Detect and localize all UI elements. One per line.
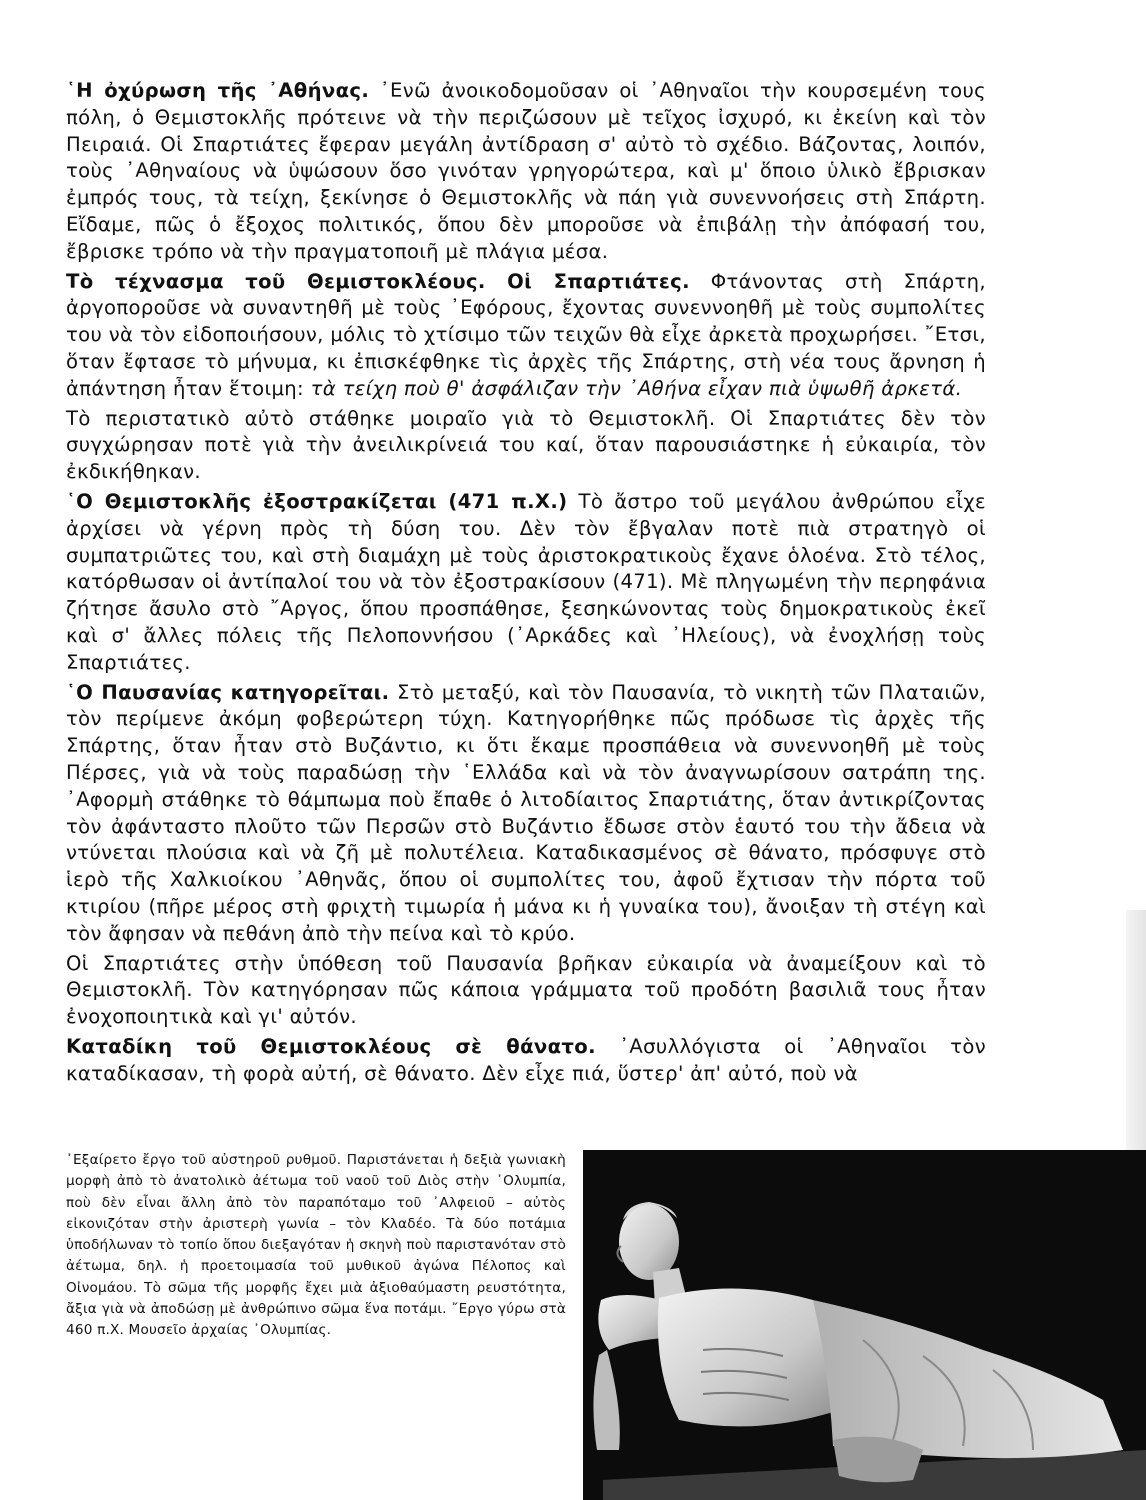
section-heading: ῾Η ὀχύρωση τῆς ᾿Αθήνας.: [66, 79, 370, 102]
figure-caption: ᾿Εξαίρετο ἔργο τοῦ αὐστηροῦ ρυθμοῦ. Παριστάνεται ἡ δεξιὰ γωνιακὴ μορφὴ ἀπὸ τὸ ἀνατολικὸ ἀέτωμα τοῦ ναοῦ τοῦ Διὸς στὴν ᾿Ολυμπία, ποὺ δὲν εἶναι ἄλλη ἀπὸ τὸν παραπόταμο τοῦ ᾿Αλφειοῦ – αὐτὸς εἰκονιζόταν στὴν ἀριστερὴ γωνία – τὸν Κλαδέο. Τὰ δύο ποτάμια ὑποδήλωναν τὸ τοπίο ὅπου διεξαγόταν ἡ σκηνὴ ποὺ παριστανόταν στὸ ἀέτωμα, δηλ. ἡ προετοιμασία τοῦ μυθικοῦ ἀγώνα Πέλοπος καὶ Οἰνομάου. Τὸ σῶμα τῆς μορφῆς ἔχει μιὰ ἀξιοθαύμαστη ρευστότητα, ἄξια γιὰ νὰ ἀποδώσῃ μὲ ἀνθρώπινο σῶμα ἕνα ποτάμι. ῎Εργο γύρω στὰ 460 π.Χ. Μουσεῖο ἀρχαίας ᾿Ολυμπίας.: [66, 1152, 566, 1339]
section-heading: Καταδίκη τοῦ Θεμιστοκλέους σὲ θάνατο.: [66, 1034, 596, 1058]
paragraph-fortification: [66, 78, 986, 266]
sculpture-photo: [583, 1150, 1146, 1500]
paragraph-text: ᾿Ενῶ ἀνοικοδομοῦσαν οἱ ᾿Αθηναῖοι τὴν κουρσεμένη τους πόλη, ὁ Θεμιστοκλῆς πρότεινε νὰ τὴν περιζώσουν μὲ τεῖχος ἰσχυρό, κι ἐκείνη καὶ τὸν Πειραιά. Οἱ Σπαρτιάτες ἔφεραν μεγάλη ἀντίδραση σ' αὐτὸ τὸ σχέδιο. Βάζοντας, λοιπόν, τοὺς ᾿Αθηναίους νὰ ὑψώσουν ὅσο γινόταν γρηγορώτερα, καὶ μ' ὅποιο ὑλικὸ ἔβρισκαν ἐμπρός τους, τὰ τείχη, ξεκίνησε ὁ Θεμιστοκλῆς νὰ πάη γιὰ συνεννοήσεις στὴ Σπάρτη. Εἴδαμε, πῶς ὁ ἔξοχος πολιτικός, ὅπου δὲν μποροῦσε νὰ ἐπιβάλῃ τὴν ἀπόφασή του, ἔβρισκε τρόπο νὰ τὴν πραγματοποιῆ μὲ πλάγια μέσα.: [66, 79, 987, 263]
reclining-river-god-figure: [583, 1150, 1146, 1500]
section-heading: Τὸ τέχνασμα τοῦ Θεμιστοκλέους. Οἱ Σπαρτιάτες.: [66, 269, 690, 293]
paragraph-stratagem: [66, 269, 986, 403]
paragraph-pausanias: [66, 680, 986, 948]
paragraph-ostracism: [66, 489, 986, 677]
paragraph-text: ᾿Ασυλλόγιστα οἱ ᾿Αθηναῖοι τὸν καταδίκασαν, τὴ φορὰ αὐτή, σὲ θάνατο. Δὲν εἶχε πιά, ὕστερ' ἀπ' αὐτό, ποὺ νὰ: [66, 1034, 986, 1085]
quoted-reply: τὰ τείχη ποὺ θ' ἀσφάλιζαν τὴν ᾿Αθήνα εἶχαν πιὰ ὑψωθῆ ἀρκετά.: [310, 376, 963, 400]
section-heading: ῾Ο Παυσανίας κατηγορεῖται.: [66, 680, 390, 704]
paragraph-text: Φτάνοντας στὴ Σπάρτη, ἀργοποροῦσε νὰ συναντηθῆ μὲ τοὺς ᾿Εφόρους, ἔχοντας συνεννοηθῆ μὲ τοὺς συμπολίτες του νὰ τὸν εἰδοποιήσουν, μόλις τὸ χτίσιμο τῶν τειχῶν θὰ εἶχε ἀρκετὰ προχωρήσει. ῎Ετσι, ὅταν ἔφτασε τὸ μήνυμα, κι ἐπισκέφθηκε τὶς ἀρχὲς τῆς Σπάρτης, στὴ νέα τους ἄρνηση ἡ ἀπάντηση ἦταν ἕτοιμη:: [66, 269, 986, 400]
paragraph-implication: [66, 951, 986, 1031]
paragraph-text: Τὸ περιστατικὸ αὐτὸ στάθηκε μοιραῖο γιὰ τὸ Θεμιστοκλῆ. Οἱ Σπαρτιάτες δὲν τὸν συγχώρησαν ποτὲ γιὰ τὴν ἀνειλικρίνειά του καί, ὅταν παρουσιάστηκε ἡ εὐκαιρία, τὸν ἐκδικήθηκαν.: [66, 406, 986, 484]
paragraph-text: Στὸ μεταξύ, καὶ τὸν Παυσανία, τὸ νικητὴ τῶν Πλαταιῶν, τὸν περίμενε ἀκόμη φοβερώτερη τύχη. Κατηγορήθηκε πῶς πρόδωσε τὶς ἀρχὲς τῆς Σπάρτης, ὅταν ἦταν στὸ Βυζάντιο, κι ὅτι ἔκαμε προσπάθεια νὰ συνεννοηθῆ μὲ τοὺς Πέρσες, γιὰ νὰ τοὺς παραδώσῃ τὴν ῾Ελλάδα καὶ νὰ τὸν ἀναγνωρίσουν σατράπη της. ᾿Αφορμὴ στάθηκε τὸ θάμπωμα ποὺ ἔπαθε ὁ λιτοδίαιτος Σπαρτιάτης, ὅταν ἀντικρίζοντας τὸν ἀφάνταστο πλοῦτο τῶν Περσῶν στὸ Βυζάντιο ἔδωσε στὸν ἑαυτό του τὴν ἄδεια νὰ ντύνεται πλούσια καὶ νὰ ζῆ μὲ πολυτέλεια. Καταδικασμένος σὲ θάνατο, πρόσφυγε στὸ ἱερὸ τῆς Χαλκιοίκου ᾿Αθηνᾶς, ὅπου οἱ συμπολίτες του, ἀφοῦ ἔχτισαν τὴν πόρτα τοῦ κτιρίου (πῆρε μέρος στὴ φριχτὴ τιμωρία ἡ μάνα κι ἡ γυναίκα του), ἄνοιξαν τὴ στέγη καὶ τὸν ἄφησαν νὰ πεθάνη ἀπὸ τὴν πείνα καὶ τὸ κρύο.: [66, 680, 986, 945]
paragraph-condemnation: [66, 1034, 986, 1088]
main-text-column: [66, 78, 986, 1087]
page-edge-shadow: [1126, 910, 1146, 1150]
paragraph-consequence: [66, 406, 986, 486]
section-heading: ῾Ο Θεμιστοκλῆς ἐξοστρακίζεται (471 π.Χ.): [66, 489, 568, 513]
paragraph-text: Οἱ Σπαρτιάτες στὴν ὑπόθεση τοῦ Παυσανία βρῆκαν εὐκαιρία νὰ ἀναμείξουν καὶ τὸ Θεμιστοκλῆ. Τὸν κατηγόρησαν πῶς κάποια γράμματα τοῦ προδότη βασιλιᾶ τους ἦταν ἐνοχοποιητικὰ καὶ γι' αὐτόν.: [66, 951, 986, 1029]
paragraph-text: Τὸ ἄστρο τοῦ μεγάλου ἀνθρώπου εἶχε ἀρχίσει νὰ γέρνη πρὸς τὴ δύση του. Δὲν τὸν ἔβγαλαν ποτὲ πιὰ στρατηγὸ οἱ συμπατριῶτες του, καὶ στὴ διαμάχη μὲ τοὺς ἀριστοκρατικοὺς ἔχανε ὁλοένα. Στὸ τέλος, κατόρθωσαν οἱ ἀντίπαλοί του νὰ τὸν ἐξοστρακίσουν (471). Μὲ πληγωμένη τὴν περηφάνια ζήτησε ἄσυλο στὸ ῎Αργος, ὅπου προσπάθησε, ξεσηκώνοντας τοὺς δημοκρατικοὺς ἐκεῖ καὶ σ' ἄλλες πόλεις τῆς Πελοποννήσου (᾿Αρκάδες καὶ ᾿Ηλείους), νὰ ἐνοχλήσῃ τοὺς Σπαρτιάτες.: [66, 489, 986, 674]
